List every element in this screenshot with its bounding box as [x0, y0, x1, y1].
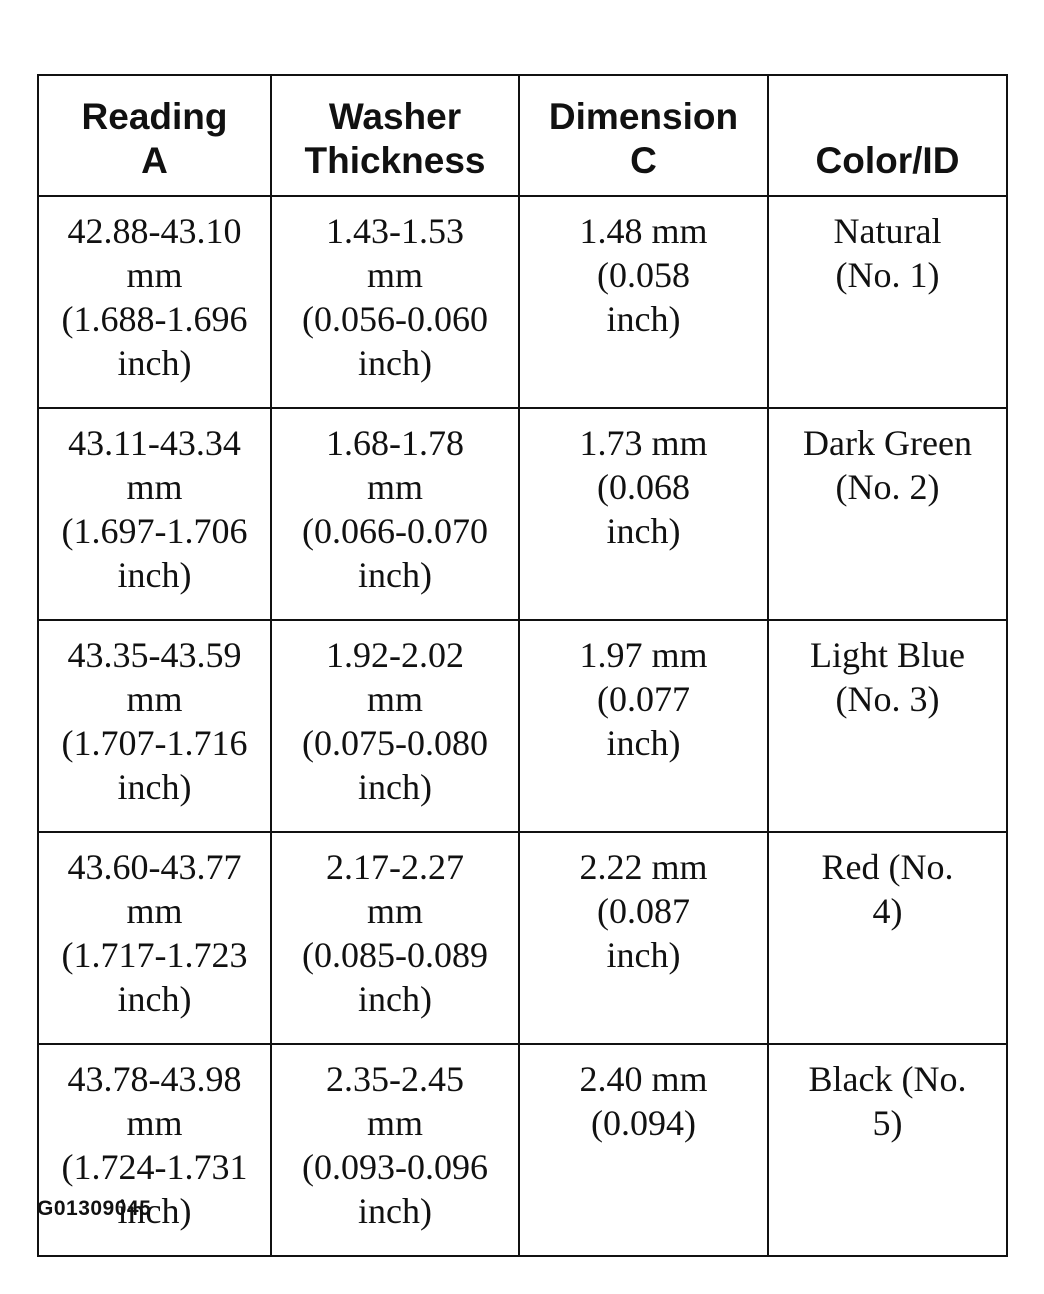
cell-line: 1.92-2.02 [326, 635, 464, 675]
cell-line: inch) [358, 343, 432, 383]
cell-line: mm [126, 467, 183, 507]
cell-color-id [768, 1044, 1007, 1256]
cell-line: 43.78-43.98 [67, 1059, 242, 1099]
cell-line: inch) [606, 935, 681, 975]
cell-line: inch) [606, 299, 681, 339]
cell-line: Light Blue [810, 635, 965, 675]
header-washer-thickness: Washer Thickness [271, 75, 519, 196]
cell-line: mm [366, 891, 423, 931]
cell-line: inch) [358, 767, 432, 807]
cell-line: (No. 1) [835, 255, 940, 295]
cell-line: mm [366, 255, 423, 295]
cell-line: 4) [872, 891, 903, 931]
washer-selection-table [37, 74, 1008, 1257]
cell-line: (No. 3) [835, 679, 940, 719]
cell-line: inch) [606, 723, 681, 763]
cell-line: (0.077 [597, 679, 690, 719]
cell-line: inch) [117, 1191, 192, 1231]
header-dimension-c: Dimension C [519, 75, 768, 196]
cell-washer-thickness [271, 620, 519, 832]
cell-color-id [768, 832, 1007, 1044]
cell-line: inch) [117, 555, 192, 595]
cell-line: 2.17-2.27 [326, 847, 464, 887]
table-header-row [38, 75, 1007, 196]
table-row [38, 408, 1007, 620]
header-reading-a: Reading A [38, 75, 271, 196]
cell-color-id [768, 620, 1007, 832]
cell-line: mm [126, 1103, 183, 1143]
cell-line: 43.11-43.34 [68, 423, 241, 463]
cell-line: 2.40 mm [579, 1059, 708, 1099]
table-row [38, 1044, 1007, 1256]
cell-line: Black (No. [808, 1059, 967, 1099]
cell-line: mm [366, 679, 423, 719]
cell-line: mm [126, 891, 183, 931]
cell-reading-a [38, 408, 271, 620]
cell-dimension-c [519, 196, 768, 408]
cell-line: inch) [358, 1191, 432, 1231]
cell-line: 2.35-2.45 [326, 1059, 464, 1099]
cell-line: (0.093-0.096 [302, 1147, 488, 1187]
cell-line: 2.22 mm [579, 847, 708, 887]
cell-line: 1.43-1.53 [326, 211, 464, 251]
table-row [38, 196, 1007, 408]
cell-line: (0.068 [597, 467, 690, 507]
cell-line: (0.094) [591, 1103, 696, 1143]
cell-line: 42.88-43.10 [67, 211, 242, 251]
cell-line: 1.68-1.78 [326, 423, 464, 463]
cell-line: (0.058 [597, 255, 690, 295]
cell-reading-a [38, 620, 271, 832]
cell-dimension-c [519, 832, 768, 1044]
cell-line: (1.697-1.706 [61, 511, 248, 551]
cell-washer-thickness [271, 408, 519, 620]
cell-line: Red (No. [821, 847, 954, 887]
cell-line: 1.97 mm [579, 635, 708, 675]
cell-line: 1.73 mm [579, 423, 708, 463]
table-row [38, 832, 1007, 1044]
cell-dimension-c [519, 1044, 768, 1256]
cell-washer-thickness [271, 1044, 519, 1256]
cell-line: (0.085-0.089 [302, 935, 488, 975]
cell-reading-a [38, 196, 271, 408]
cell-line: (1.688-1.696 [61, 299, 248, 339]
cell-line: inch) [117, 979, 192, 1019]
cell-line: (0.066-0.070 [302, 511, 488, 551]
cell-line: (1.707-1.716 [61, 723, 248, 763]
cell-line: 43.35-43.59 [67, 635, 242, 675]
cell-color-id [768, 408, 1007, 620]
cell-dimension-c [519, 620, 768, 832]
header-color-id: Color/ID [768, 75, 1007, 196]
cell-line: (1.717-1.723 [61, 935, 248, 975]
cell-reading-a [38, 1044, 271, 1256]
cell-line: (0.087 [597, 891, 690, 931]
cell-dimension-c [519, 408, 768, 620]
cell-line: Dark Green [803, 423, 972, 463]
cell-line: 1.48 mm [579, 211, 708, 251]
cell-line: inch) [358, 979, 432, 1019]
cell-line: mm [126, 255, 183, 295]
cell-line: inch) [117, 767, 192, 807]
cell-line: mm [366, 467, 423, 507]
cell-line: Natural [833, 211, 942, 251]
cell-line: 5) [872, 1103, 903, 1143]
cell-line: (No. 2) [835, 467, 940, 507]
cell-washer-thickness [271, 832, 519, 1044]
cell-line: (0.075-0.080 [302, 723, 488, 763]
cell-line: mm [126, 679, 183, 719]
cell-line: inch) [606, 511, 681, 551]
cell-line: inch) [117, 343, 192, 383]
cell-line: 43.60-43.77 [67, 847, 242, 887]
cell-reading-a [38, 832, 271, 1044]
table-row [38, 620, 1007, 832]
cell-color-id [768, 196, 1007, 408]
cell-washer-thickness [271, 196, 519, 408]
cell-line: (1.724-1.731 [61, 1147, 248, 1187]
cell-line: inch) [358, 555, 432, 595]
figure-id-label: G01309045 [37, 1197, 152, 1220]
cell-line: (0.056-0.060 [302, 299, 488, 339]
cell-line: mm [366, 1103, 423, 1143]
